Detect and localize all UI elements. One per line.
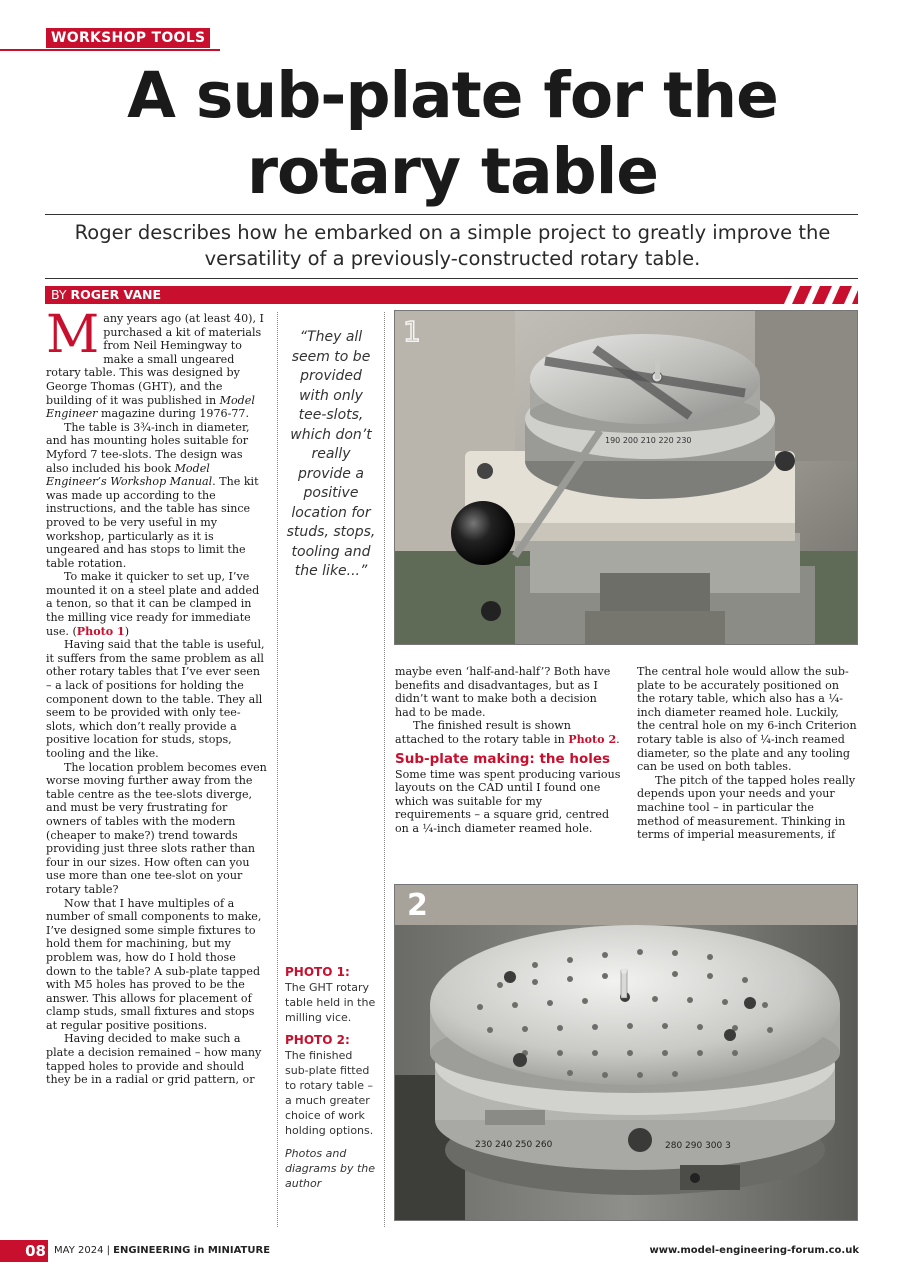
- byline-prefix: BY: [51, 287, 71, 302]
- photo-1: [394, 310, 858, 645]
- paragraph: [46, 570, 268, 638]
- byline-author: ROGER VANE: [70, 287, 162, 302]
- svg-text:280 290 300 3: 280 290 300 3: [665, 1141, 731, 1151]
- paragraph-text: ): [124, 624, 130, 638]
- paragraph: Now that I have multiples of a number of small components to make, I’ve designed some simple fixtures to hold them for machining, but my problem was, how do I hold those down to the table? A sub-plate tapped with M5 holes has proved to be the answer. This allows for placement of clamp studs, small fixtures and stops at regular positive positions.: [46, 896, 262, 1032]
- book-title: Model Engineer’s Workshop Manual: [46, 461, 213, 489]
- paragraph: [395, 719, 621, 746]
- paragraph-text: . The kit was made up according to the instructions, and the table has since proved to be very useful in my workshop, particularly as it is ungeared and has stops to limit the table rotation.: [46, 475, 259, 570]
- caption-title: PHOTO 2:: [285, 1033, 350, 1047]
- photo-2-number: 2: [407, 888, 428, 923]
- article-column-2: [395, 665, 621, 836]
- paragraph: [46, 305, 268, 421]
- paragraph-text: The finished result is shown attached to the rotary table in: [395, 719, 571, 746]
- photo-credit: Photos and diagrams by the author: [285, 1147, 376, 1190]
- paragraph-text: To make it quicker to set up, I’ve mounted it on a steel plate and added a tenon, so that it can be clamped in the milling vice ready for immediate use. (: [46, 570, 260, 638]
- paragraph-text: magazine during 1976-77.: [97, 407, 249, 421]
- standfirst-line-2: versatility of a previously-constructed rotary table.: [204, 247, 701, 270]
- column-divider: [277, 312, 278, 1227]
- caption-text: The GHT rotary table held in the milling vice.: [285, 981, 376, 1024]
- svg-text:230 240 250 260: 230 240 250 260: [475, 1140, 553, 1150]
- paragraph: The location problem becomes even worse moving further away from the table centre as the tee-slots diverge, and must be very frustrating for owners of tables with the modern (cheaper to make?) trend towards providing just three slots rather than four in our sizes. How often can you use more than one tee-slot on your rotary table?: [46, 760, 267, 896]
- section-tag-rule: [0, 49, 220, 51]
- byline: [51, 286, 161, 304]
- paragraph: maybe even ‘half-and-half’? Both have benefits and disadvantages, but as I didn’t want to make both a decision had to be made.: [395, 665, 611, 719]
- standfirst-rule: [45, 278, 858, 279]
- standfirst: [60, 220, 845, 272]
- svg-text:190 200 210 220 230: 190 200 210 220 230: [605, 436, 692, 445]
- paragraph: The pitch of the tapped holes really depends upon your needs and your machine tool – in particular the method of measurement. Thinking in terms of imperial measurements, if: [637, 773, 856, 842]
- pull-quote: “They all seem to be provided with only tee-slots, which don’t really provide a positive location for studs, stops, tooling and the like...”: [286, 329, 376, 579]
- headline: [40, 58, 865, 210]
- caption-title: PHOTO 1:: [285, 965, 350, 979]
- standfirst-line-1: Roger describes how he embarked on a simple project to greatly improve the: [74, 221, 831, 244]
- headline-line-1: A sub-plate for the: [127, 59, 778, 132]
- headline-rule: [45, 214, 858, 215]
- paragraph: Having said that the table is useful, it suffers from the same problem as all other rotary tables that I’ve ever seen – a lack of positions for holding the component down to the table. They all seem to be provided with only tee-slots, which don’t really provide a positive location for studs, stops, tooling and the like.: [46, 638, 265, 760]
- paragraph: [46, 421, 268, 571]
- paragraph: The central hole would allow the sub-plate to be accurately positioned on the rotary table, which also has a ¼-inch diameter reamed hole. Luckily, the central hole on my 6-inch Criterion rotary table is also of ¼-inch reamed diameter, so the plate and any tooling can be used on both tables.: [637, 665, 857, 774]
- section-tag: WORKSHOP TOOLS: [46, 28, 210, 48]
- photo-reference-link[interactable]: Photo 2: [568, 732, 617, 746]
- caption-photo-2: [285, 1033, 377, 1138]
- section-subheading: Sub-plate making: the holes: [395, 750, 611, 767]
- drop-cap: M: [46, 305, 100, 365]
- caption-text: The finished sub-plate fitted to rotary table – a much greater choice of work holding options.: [285, 1049, 374, 1137]
- paragraph-text: any years ago (at least 40), I purchased a kit of materials from Neil Hemingway to make a small ungeared rotary table. This was designed by George Thomas (GHT), and the building of it was published in: [46, 312, 264, 407]
- publication-title: Model Engineer: [46, 393, 255, 421]
- paragraph-text: .: [616, 732, 620, 746]
- paragraph-text: The table is 3¾-inch in diameter, and has mounting holes suitable for Myford 7 tee-slots. The design was also included his book: [46, 420, 250, 475]
- decorative-slashes-icon: [778, 286, 858, 304]
- photo-captions: [285, 965, 377, 1199]
- footer-website-link[interactable]: www.model-engineering-forum.co.uk: [649, 1245, 859, 1256]
- paragraph: Some time was spent producing various layouts on the CAD until I found one which was suitable for my requirements – a square grid, centred on a ¼-inch diameter reamed hole.: [395, 767, 621, 835]
- footer-date: MAY 2024 |: [54, 1245, 114, 1256]
- footer-magazine: ENGINEERING in MINIATURE: [113, 1245, 271, 1256]
- column-divider: [384, 312, 385, 1227]
- page-number: 08: [0, 1240, 48, 1262]
- photo-reference-link[interactable]: Photo 1: [76, 624, 125, 638]
- caption-photo-1: [285, 965, 377, 1025]
- rotary-table-in-vice-image: [395, 311, 857, 644]
- photo-1-number: 1: [403, 315, 421, 348]
- article-column-1: [46, 305, 268, 1087]
- article-column-3: [637, 665, 857, 842]
- byline-bar: [45, 286, 858, 304]
- headline-line-2: rotary table: [246, 135, 659, 208]
- photo-2: [394, 884, 858, 1221]
- paragraph: Having decided to make such a plate a decision remained – how many tapped holes to provide and should they be in a radial or grid pattern, or: [46, 1032, 262, 1087]
- footer-issue: [54, 1244, 270, 1258]
- sub-plate-on-rotary-table-image: [395, 885, 857, 1220]
